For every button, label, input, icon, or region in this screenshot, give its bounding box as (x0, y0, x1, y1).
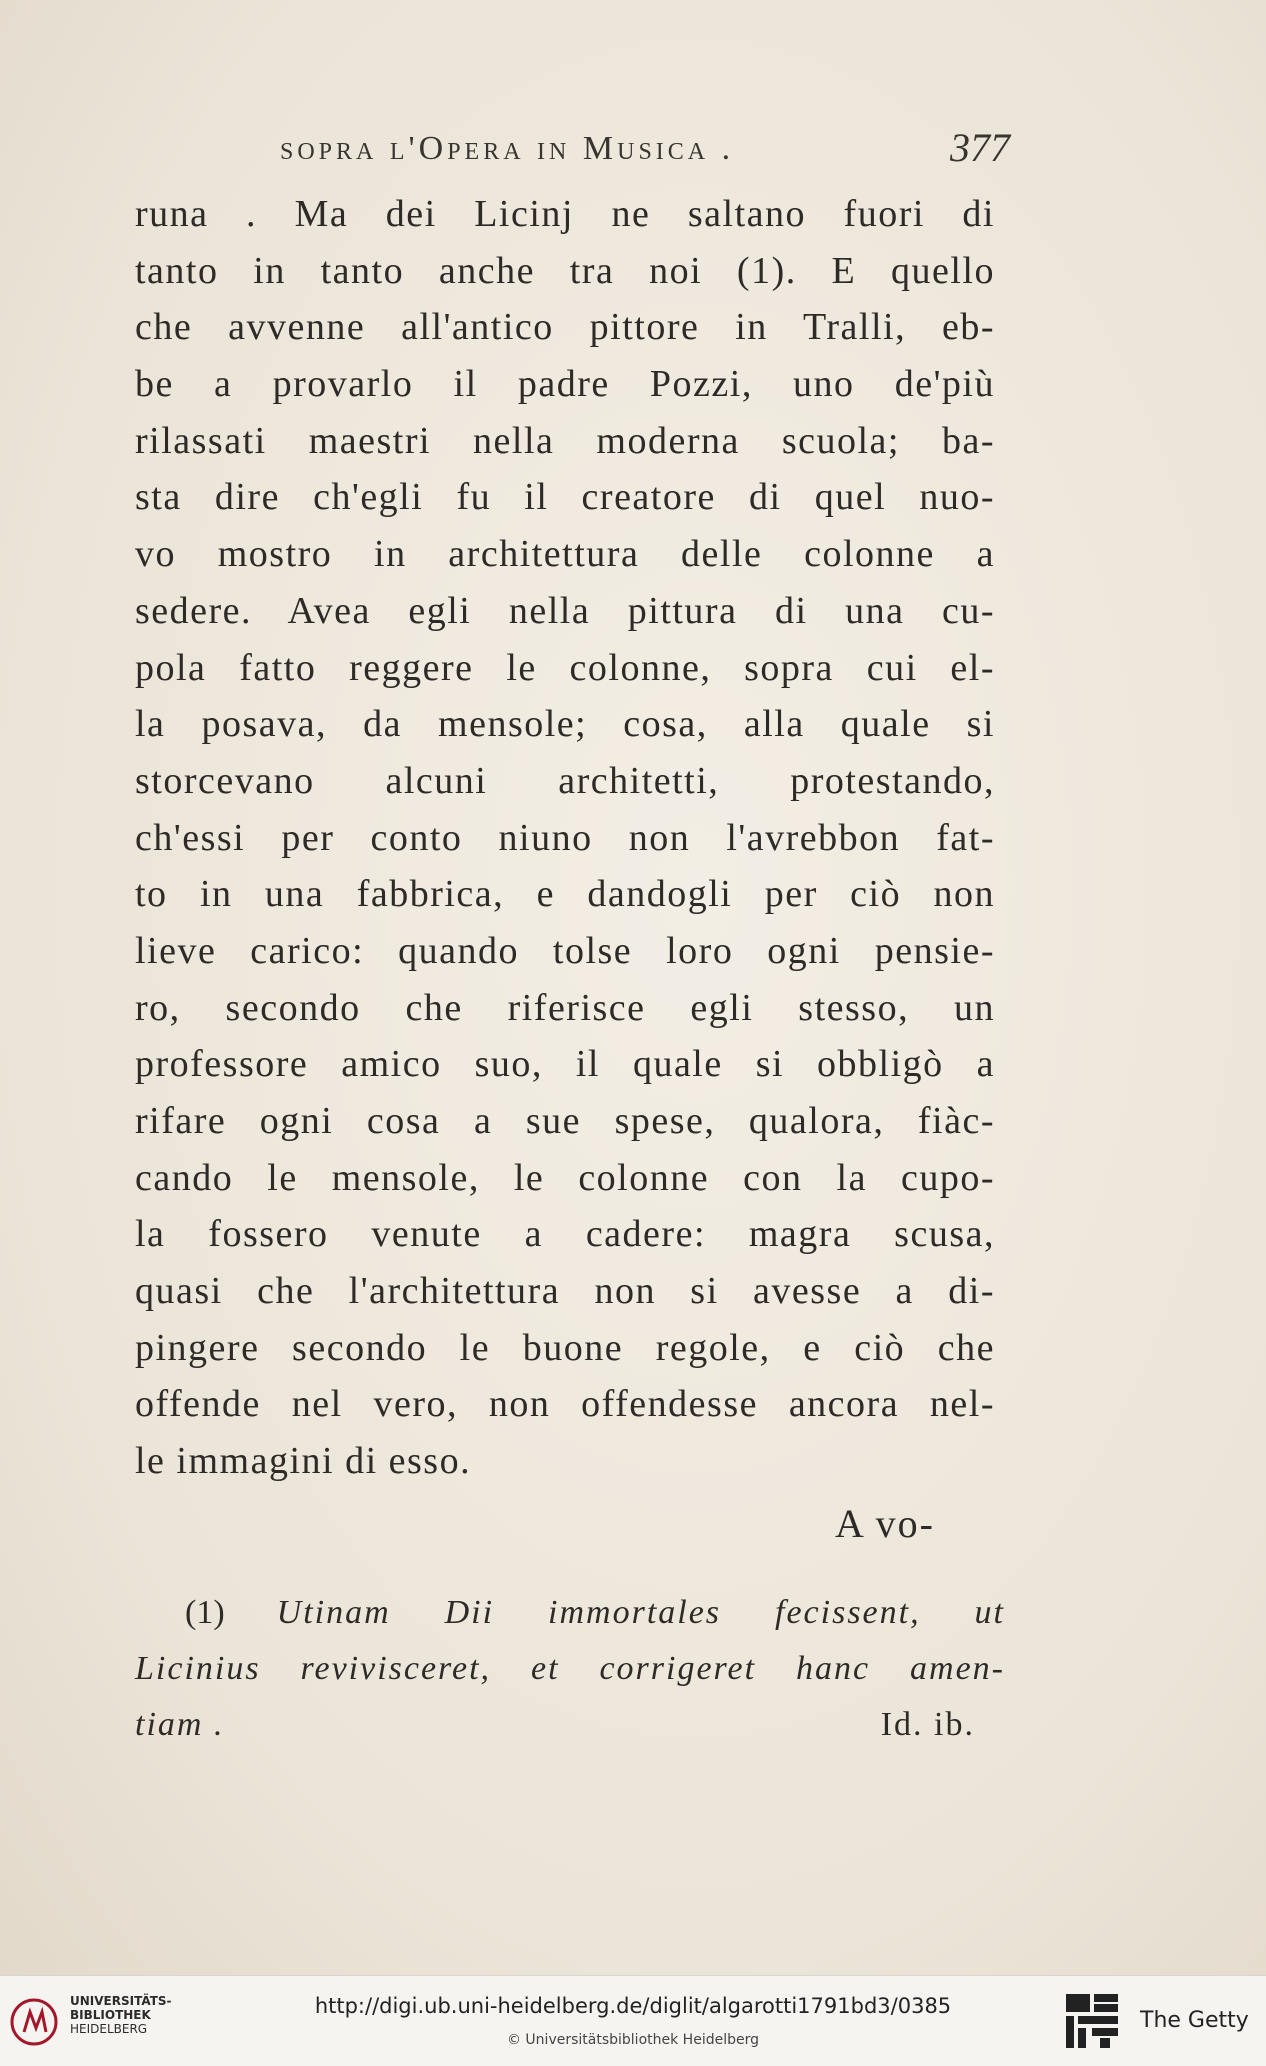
text-line: sta dire ch'egli fu il creatore di quel nuo- (135, 476, 995, 519)
footnote-marker: (1) (185, 1594, 225, 1631)
text-line: sedere. Avea egli nella pittura di una cu- (135, 589, 995, 632)
text-line: storcevano alcuni architetti, protestando, (135, 759, 995, 802)
text-line: che avvenne all'antico pittore in Tralli, eb- (135, 306, 995, 349)
text-line: quasi che l'architettura non si avesse a di- (135, 1270, 995, 1313)
text-line: to in una fabbrica, e dandogli per ciò non (135, 873, 995, 916)
text-line: vo mostro in architettura delle colonne a (135, 533, 995, 576)
running-head (280, 125, 1010, 176)
text-line: rilassati maestri nella moderna scuola; ba- (135, 419, 995, 462)
footnote-line (135, 1585, 1005, 1641)
viewer-footer (0, 1975, 1266, 2066)
text-line: lieve carico: quando tolse loro ogni pensie- (135, 929, 995, 972)
text-line: cando le mensole, le colonne con la cupo- (135, 1156, 995, 1199)
text-line: professore amico suo, il quale si obbligò a (135, 1043, 995, 1086)
footnote (135, 1585, 1005, 1753)
library-name: UNIVERSITÄTS- BIBLIOTHEK HEIDELBERG (70, 1994, 172, 2036)
text-line: offende nel vero, non offendesse ancora nel- (135, 1383, 995, 1426)
text-line: la fossero venute a cadere: magra scusa, (135, 1213, 995, 1256)
text-line: be a provarlo il padre Pozzi, uno de'più (135, 363, 995, 406)
getty-name: The Getty (1140, 2008, 1249, 2033)
footnote-source: Id. ib. (880, 1706, 975, 1743)
footnote-line: Licinius revivisceret, et corrigeret hanc amen- (135, 1650, 1005, 1687)
catchword: A vo- (835, 1501, 935, 1546)
text-line: rifare ogni cosa a sue spese, qualora, fiàc- (135, 1100, 995, 1142)
getty-logo-icon[interactable] (1064, 1992, 1122, 2052)
running-head-title: sopra l'Opera in Musica . (280, 130, 735, 167)
permalink-url[interactable]: http://digi.ub.uni-heidelberg.de/diglit/algarotti1791bd3/0385 (314, 1994, 952, 2018)
copyright-notice: © Universitätsbibliothek Heidelberg (506, 2032, 759, 2048)
footnote-text: tiam . (135, 1706, 225, 1743)
footnote-text: Utinam Dii immortales fecissent, ut (276, 1594, 1006, 1631)
text-line: tanto in tanto anche tra noi (1). E quello (135, 249, 995, 292)
body-text (135, 186, 995, 1490)
text-line: ch'essi per conto niuno non l'avrebbon fat- (135, 816, 995, 859)
text-line: pola fatto reggere le colonne, sopra cui el- (135, 646, 995, 689)
text-line: ro, secondo che riferisce egli stesso, un (135, 986, 995, 1029)
text-line: pingere secondo le buone regole, e ciò che (135, 1326, 995, 1369)
text-line-last: le immagini di esso. (135, 1440, 472, 1483)
text-line: runa . Ma dei Licinj ne saltano fuori di (135, 193, 995, 235)
text-line: la posava, da mensole; cosa, alla quale si (135, 703, 995, 746)
footnote-line (135, 1697, 1005, 1753)
page-number: 377 (950, 125, 1010, 170)
